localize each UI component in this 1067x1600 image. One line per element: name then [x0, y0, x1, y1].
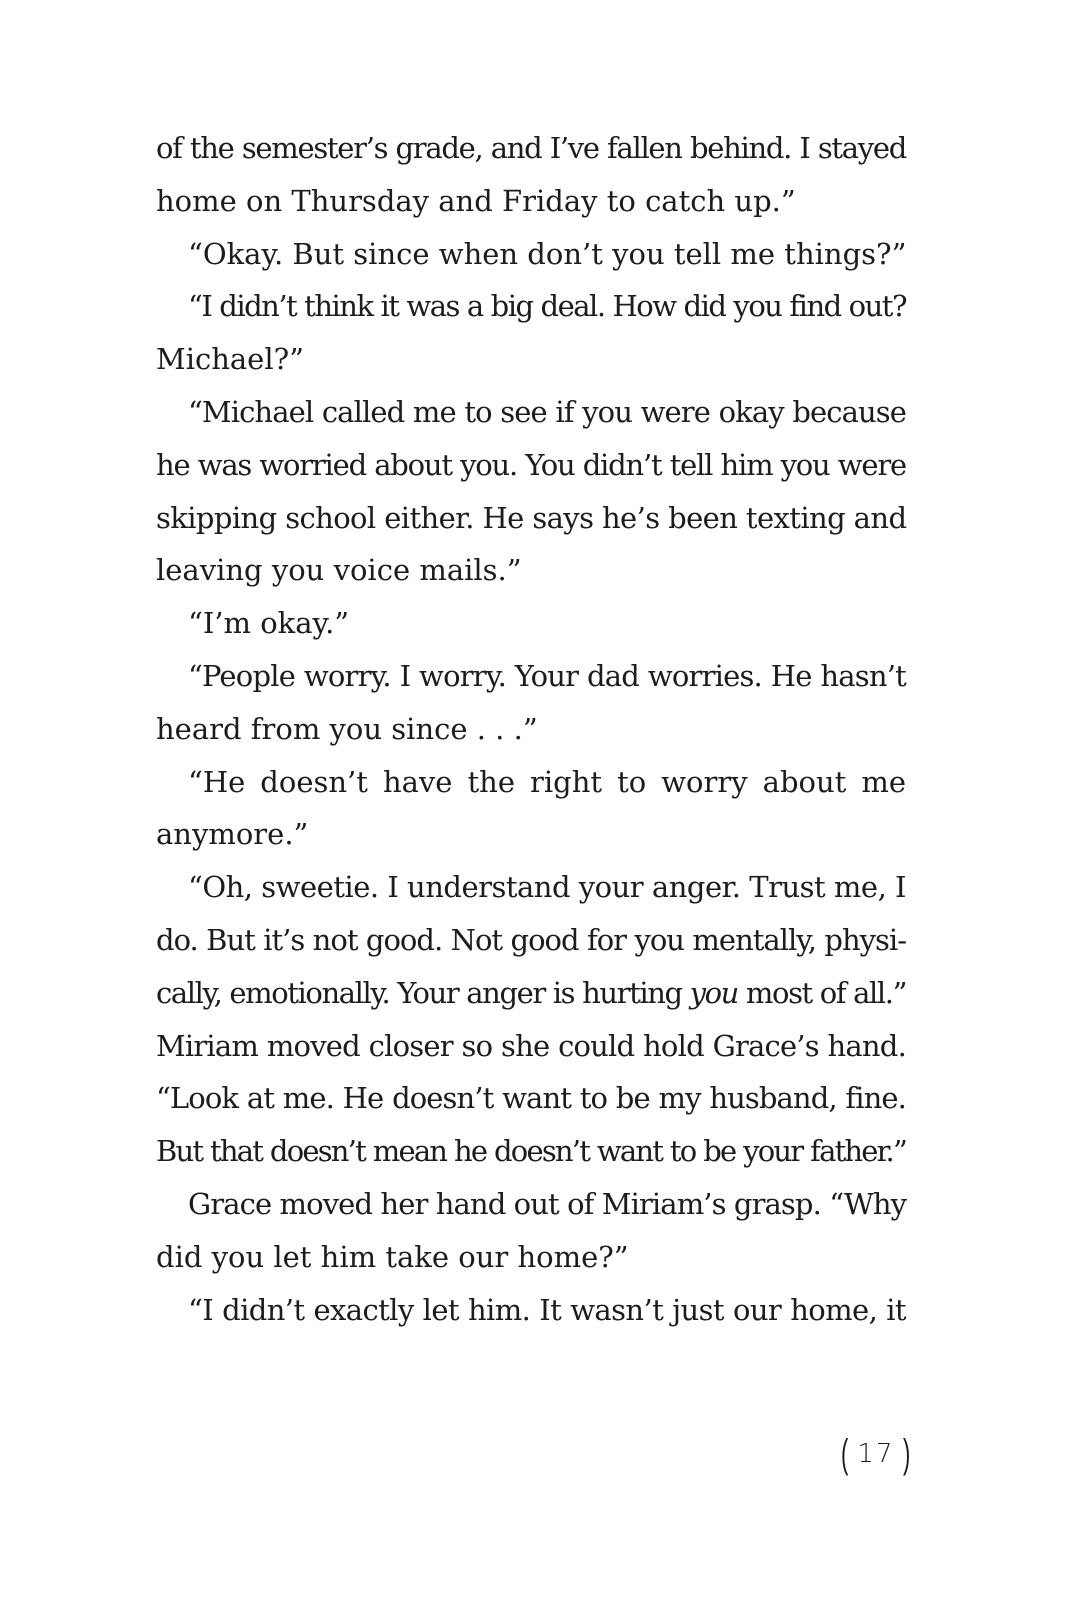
- text-run: most of all.”: [737, 975, 906, 1010]
- text-line: leaving you voice mails.”: [156, 553, 522, 588]
- page-number-value: 17: [857, 1439, 895, 1469]
- text-line: did you let him take our home?”: [156, 1239, 629, 1274]
- text-line: he was worried about you. You didn’t tell him you were: [156, 447, 906, 482]
- text-line: skipping school either. He says he’s been texting and: [156, 500, 907, 535]
- text-line: “Michael called me to see if you were okay because: [188, 394, 906, 429]
- page-number-right-paren: ): [903, 1432, 911, 1476]
- text-line: [156, 967, 906, 1020]
- text-line: “He doesn’t have the right to worry about me: [188, 764, 906, 799]
- text-line: home on Thursday and Friday to catch up.”: [156, 183, 796, 218]
- body-text: [156, 122, 906, 1336]
- text-line: Michael?”: [156, 342, 304, 377]
- text-line: “I didn’t think it was a big deal. How did you find out?: [188, 289, 906, 324]
- text-line: anymore.”: [156, 817, 309, 852]
- text-line: do. But it’s not good. Not good for you mentally, physi-: [156, 922, 906, 957]
- text-line: But that doesn’t mean he doesn’t want to be your father.”: [156, 1134, 906, 1169]
- page-number-left-paren: (: [840, 1432, 849, 1476]
- text-line: of the semester’s grade, and I’ve fallen behind. I stayed: [156, 131, 906, 165]
- text-line: “Oh, sweetie. I understand your anger. Trust me, I: [188, 870, 906, 905]
- emphasis-text: you: [689, 975, 738, 1010]
- text-line: “Look at me. He doesn’t want to be my husband, fine.: [156, 1081, 906, 1116]
- text-line: “I’m okay.”: [188, 606, 350, 641]
- page-number: [838, 1432, 914, 1476]
- text-line: “People worry. I worry. Your dad worries. He hasn’t: [188, 658, 906, 693]
- text-line: heard from you since . . .”: [156, 711, 538, 746]
- text-line: Grace moved her hand out of Miriam’s grasp. “Why: [188, 1186, 907, 1221]
- text-line: Miriam moved closer so she could hold Grace’s hand.: [156, 1028, 906, 1063]
- text-line: “I didn’t exactly let him. It wasn’t just our home, it: [188, 1292, 906, 1327]
- text-run: cally, emotionally. Your anger is hurting: [156, 975, 690, 1010]
- text-line: “Okay. But since when don’t you tell me things?”: [188, 236, 907, 271]
